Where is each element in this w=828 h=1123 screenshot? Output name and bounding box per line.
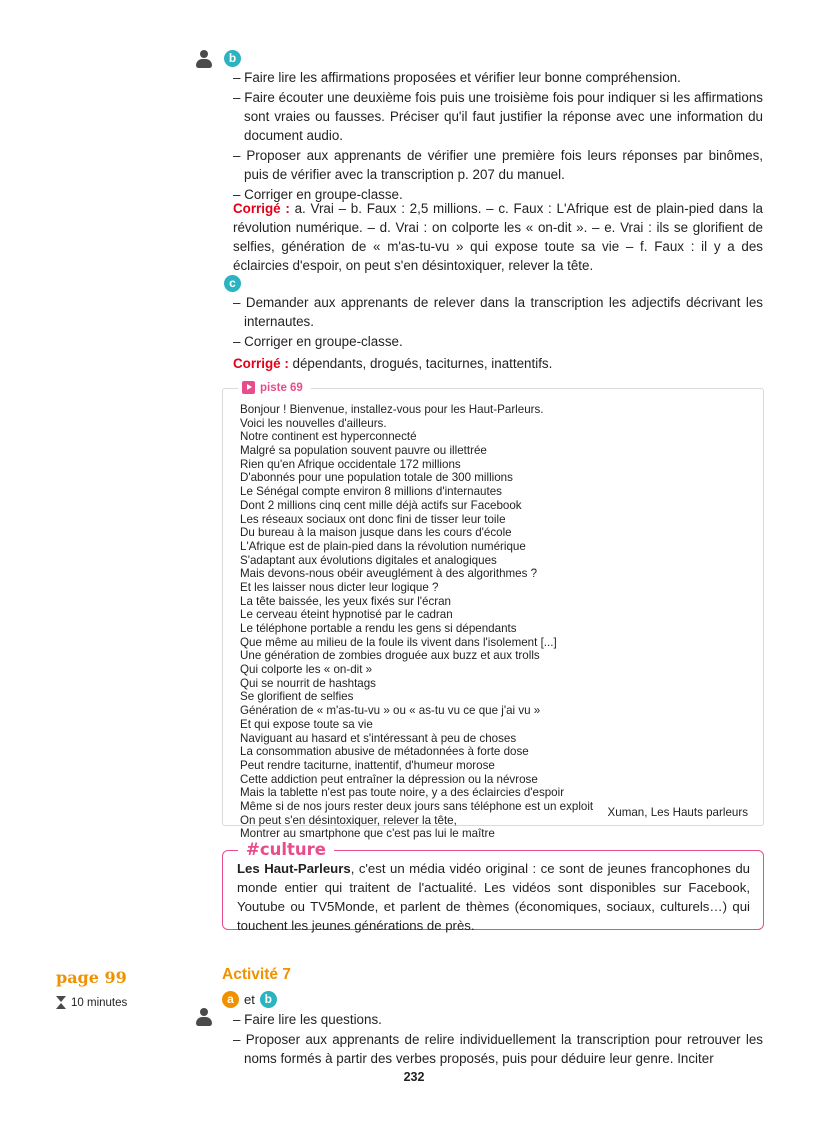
section-c-badge (224, 275, 241, 293)
transcript-line: Malgré sa population souvent pauvre ou illettrée (240, 444, 487, 458)
teacher-icon-body (196, 1017, 212, 1026)
transcript-line: Naviguant au hasard et s'intéressant à peu de choses (240, 731, 517, 745)
corrige-text: dépendants, drogués, taciturnes, inattentifs. (288, 356, 553, 371)
transcript-lines (240, 404, 740, 842)
margin-page-label: page 99 (56, 968, 127, 987)
badge-letter-b: b (260, 991, 277, 1008)
transcript-line: Qui se nourrit de hashtags (240, 676, 376, 690)
transcript-line: Qui colporte les « on-dit » (240, 663, 373, 677)
transcript-line: Le téléphone portable a rendu les gens si dépendants (240, 622, 517, 635)
transcript-line: Mais devons-nous obéir aveuglément à des algorithmes ? (240, 567, 538, 581)
transcript-line: Dont 2 millions cinq cent mille déjà actifs sur Facebook (240, 498, 522, 512)
activity-badges (222, 991, 277, 1008)
section-b-corrige (233, 199, 763, 275)
transcript-line: Les réseaux sociaux ont donc fini de tisser leur toile (240, 512, 506, 526)
list-item: – Faire écouter une deuxième fois puis une troisième fois pour indiquer si les affirmations sont vraies ou fausses. Préciser qu'il faut justifier la réponse avec une information du document audio. (233, 90, 763, 144)
audio-track-tab[interactable] (238, 381, 311, 394)
list-item: – Proposer aux apprenants de relire individuellement la transcription pour retrouver les noms formés à partir des verbes proposés, puis pour déduire leur genre. Inciter (233, 1032, 763, 1067)
list-item: – Faire lire les questions. (233, 1012, 382, 1027)
teacher-icon (196, 1008, 212, 1030)
transcript-line: La tête baissée, les yeux fixés sur l'écran (240, 594, 452, 608)
transcript-line: Une génération de zombies droguée aux buzz et aux trolls (240, 649, 540, 663)
activity-title: Activité 7 (222, 966, 291, 983)
list-item: – Corriger en groupe-classe. (233, 187, 403, 203)
transcript-line: Notre continent est hyperconnecté (240, 430, 417, 444)
transcript-line: Voici les nouvelles d'ailleurs. (240, 416, 387, 430)
transcript-line: Peut rendre taciturne, inattentif, d'humeur morose (240, 758, 495, 772)
badge-letter-a: a (222, 991, 239, 1008)
transcript-line: Et qui expose toute sa vie (240, 717, 373, 731)
margin-duration (56, 996, 127, 1009)
culture-text (237, 859, 750, 936)
transcript-line: Du bureau à la maison jusque dans les cours d'école (240, 526, 512, 540)
hourglass-icon (56, 996, 66, 1009)
transcript-line: Bonjour ! Bienvenue, installez-vous pour les Haut-Parleurs. (240, 403, 544, 416)
transcript-line: Génération de « m'as-tu-vu » ou « as-tu vu ce que j'ai vu » (240, 704, 541, 718)
duration-label: 10 minutes (71, 996, 128, 1009)
page-number: 232 (403, 1070, 425, 1084)
list-item: – Corriger en groupe-classe. (233, 334, 403, 350)
teacher-icon-body (196, 59, 212, 68)
list-item: – Demander aux apprenants de relever dans la transcription les adjectifs décrivant les internautes. (233, 295, 763, 330)
section-c-corrige (233, 354, 763, 373)
audio-track-label: piste 69 (260, 381, 303, 394)
transcript-line: Rien qu'en Afrique occidentale 172 millions (240, 457, 461, 471)
transcript-line: Même si de nos jours rester deux jours sans téléphone est un exploit (240, 799, 594, 813)
transcript-line: Mais la tablette n'est pas toute noire, y a des éclaircies d'espoir (240, 786, 565, 800)
list-item: – Proposer aux apprenants de vérifier une première fois leurs réponses par binômes, puis de vérifier avec la transcription p. 207 du manuel. (233, 148, 763, 183)
transcript-line: L'Afrique est de plain-pied dans la révolution numérique (240, 539, 526, 553)
transcript-source: Xuman, Les Hauts parleurs (607, 806, 748, 819)
culture-tab-label: #culture (238, 840, 334, 859)
corrige-text: a. Vrai – b. Faux : 2,5 millions. – c. Faux : L'Afrique est de plain-pied dans la révolution numérique. – d. Vrai : on colporte les « on-dit ». – e. Vrai : ils se glorifient de selfies, génération de « m'as-tu-vu » qui expose toute sa vie – f. Faux : il y a des éclaircies d'espoir, on peut s'en désintoxiquer, relever la tête. (233, 201, 763, 274)
badge-letter-c: c (224, 275, 241, 292)
corrige-label: Corrigé : (233, 356, 289, 371)
play-icon[interactable] (242, 381, 255, 394)
transcript-line: D'abonnés pour une population totale de 300 millions (240, 471, 513, 485)
transcript-line: Que même au milieu de la foule ils vivent dans l'isolement [...] (240, 635, 557, 649)
transcript-line: Le cerveau éteint hypnotisé par le cadran (240, 608, 453, 622)
list-item: – Faire lire les affirmations proposées et vérifier leur bonne compréhension. (233, 70, 681, 85)
transcript-line: Et les laisser nous dicter leur logique ? (240, 580, 439, 594)
transcript-line: Montrer au smartphone que c'est pas lui le maître (240, 827, 495, 841)
culture-lead: Les Haut-Parleurs (237, 861, 351, 876)
activity-instructions (233, 1010, 763, 1069)
teacher-icon-head (200, 50, 208, 58)
section-c-instructions (233, 293, 763, 352)
badge-conjunction: et (244, 992, 255, 1007)
section-b-badge (224, 50, 241, 68)
teacher-icon (196, 50, 212, 72)
transcript-line: Cette addiction peut entraîner la dépression ou la névrose (240, 772, 538, 786)
transcript-line: S'adaptant aux évolutions digitales et analogiques (240, 553, 497, 567)
culture-body: , c'est un média vidéo original : ce sont de jeunes francophones du monde entier qui traitent de l'actualité. Les vidéos sont disponibles sur Facebook, Youtube ou TV5Monde, et parlent de thèmes (économiques, sociaux, culturels…) qui touchent les jeunes générations de près. (237, 861, 750, 934)
transcript-line: La consommation abusive de métadonnées à forte dose (240, 745, 529, 759)
transcript-line: Se glorifient de selfies (240, 690, 354, 704)
teacher-icon-head (200, 1008, 208, 1016)
transcript-line: On peut s'en désintoxiquer, relever la tête, (240, 813, 457, 827)
badge-letter-b: b (224, 50, 241, 67)
section-b-instructions (233, 68, 763, 205)
transcript-line: Le Sénégal compte environ 8 millions d'internautes (240, 485, 502, 499)
corrige-label: Corrigé : (233, 201, 290, 216)
